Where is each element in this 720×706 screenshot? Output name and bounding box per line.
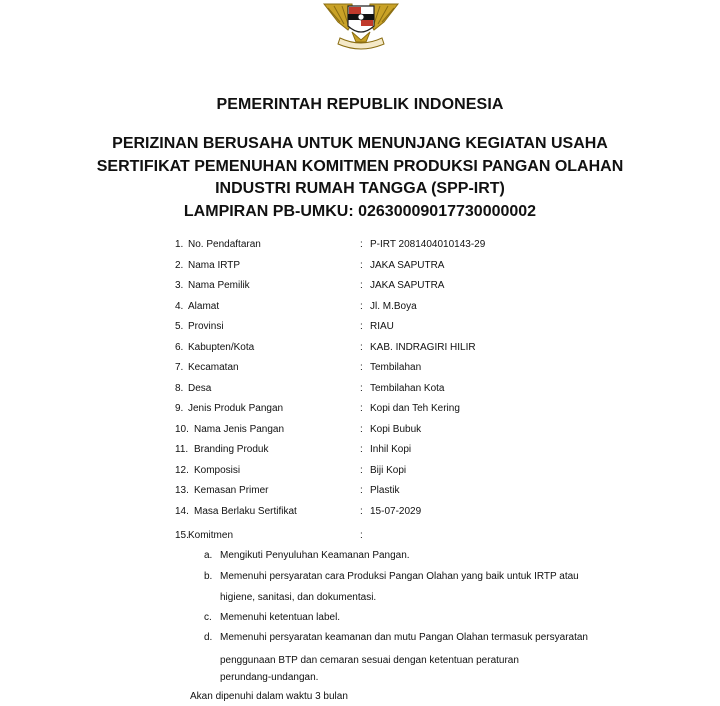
commitment-text: Memenuhi persyaratan keamanan dan mutu Pangan Olahan termasuk persyaratan <box>220 632 588 643</box>
commitment-text: Memenuhi ketentuan label. <box>220 612 341 623</box>
field-number: 8. <box>175 382 184 394</box>
field-row <box>0 529 720 543</box>
title-line-1: PERIZINAN BERUSAHA UNTUK MENUNJANG KEGIATAN USAHA <box>112 135 608 152</box>
field-label: Provinsi <box>188 321 224 332</box>
field-label: Kemasan Primer <box>194 485 269 496</box>
field-number: 10. <box>175 423 189 435</box>
field-row <box>0 464 720 478</box>
field-label: No. Pendaftaran <box>188 239 261 250</box>
field-value: P-IRT 2081404010143-29 <box>370 239 486 250</box>
field-row <box>0 320 720 334</box>
field-row <box>0 382 720 396</box>
field-label: Komposisi <box>194 464 241 476</box>
field-label: Branding Produk <box>194 444 269 455</box>
field-label: Desa <box>188 382 212 394</box>
field-number: 9. <box>175 403 184 414</box>
field-colon: : <box>360 239 363 250</box>
field-row <box>0 423 720 437</box>
commitment-text: Mengikuti Penyuluhan Keamanan Pangan. <box>220 550 410 561</box>
field-number: 15. <box>175 530 189 541</box>
field-colon: : <box>360 362 363 373</box>
field-value: Tembilahan <box>370 362 422 373</box>
field-number: 4. <box>175 300 184 312</box>
commitment-item-d-cont2 <box>204 671 624 685</box>
field-label: Nama Pemilik <box>188 280 250 291</box>
field-row <box>0 341 720 355</box>
field-row <box>0 238 720 252</box>
field-colon: : <box>360 530 363 541</box>
title-line-3: INDUSTRI RUMAH TANGGA (SPP-IRT) <box>215 180 505 197</box>
commitment-item-d <box>204 631 624 645</box>
commitment-letter: b. <box>204 571 213 582</box>
field-number: 13. <box>175 485 189 496</box>
field-colon: : <box>360 280 363 291</box>
field-row <box>0 259 720 273</box>
field-value: Inhil Kopi <box>370 444 412 455</box>
field-label: Kecamatan <box>188 362 239 373</box>
commitment-text: higiene, sanitasi, dan dokumentasi. <box>220 592 377 603</box>
field-row <box>0 300 720 314</box>
field-colon: : <box>360 403 363 414</box>
field-value: Kopi dan Teh Kering <box>370 403 460 414</box>
field-number: 6. <box>175 341 184 353</box>
field-value: Jl. M.Boya <box>370 300 417 312</box>
commitment-item-d-cont1 <box>204 654 624 668</box>
field-number: 5. <box>175 321 184 332</box>
field-value: 15-07-2029 <box>370 505 422 517</box>
field-number: 3. <box>175 280 184 291</box>
document-title-block <box>0 133 720 223</box>
field-number: 14. <box>175 505 189 517</box>
field-number: 2. <box>175 259 184 271</box>
field-colon: : <box>360 259 363 271</box>
title-line-4-lampiran: LAMPIRAN PB-UMKU: 02630009017730000002 <box>183 202 537 220</box>
field-label: Nama Jenis Pangan <box>194 423 285 435</box>
commitment-letter: c. <box>204 612 212 623</box>
field-value: KAB. INDRAGIRI HILIR <box>370 341 476 353</box>
field-colon: : <box>360 485 363 496</box>
field-number: 12. <box>175 464 189 476</box>
field-row <box>0 279 720 293</box>
field-value: RIAU <box>370 321 394 332</box>
title-line-2: SERTIFIKAT PEMENUHAN KOMITMEN PRODUKSI PANGAN OLAHAN <box>96 157 624 175</box>
field-row <box>0 361 720 375</box>
field-value: Biji Kopi <box>370 464 407 476</box>
field-colon: : <box>360 341 363 353</box>
field-colon: : <box>360 321 363 332</box>
field-colon: : <box>360 505 363 517</box>
field-label: Jenis Produk Pangan <box>188 403 284 414</box>
field-row <box>0 443 720 457</box>
field-value: Plastik <box>370 485 400 496</box>
field-label: Alamat <box>188 300 220 312</box>
field-row <box>0 484 720 498</box>
commitment-item-a <box>204 549 624 563</box>
commitment-text: penggunaan BTP dan cemaran sesuai dengan ketentuan peraturan <box>220 655 519 666</box>
field-value: Kopi Bubuk <box>370 423 422 435</box>
commitment-item-b-cont <box>204 591 624 605</box>
field-colon: : <box>360 300 363 312</box>
field-label: Nama IRTP <box>188 259 241 271</box>
commitment-deadline-note: Akan dipenuhi dalam waktu 3 bulan <box>190 691 348 702</box>
commitment-text: perundang-undangan. <box>220 672 319 683</box>
field-colon: : <box>360 464 363 476</box>
field-colon: : <box>360 423 363 435</box>
field-label: Komitmen <box>188 530 234 541</box>
field-number: 7. <box>175 362 184 373</box>
commitment-item-b <box>204 570 624 584</box>
field-value: JAKA SAPUTRA <box>370 259 445 271</box>
field-value: Tembilahan Kota <box>370 382 445 394</box>
commitment-letter: d. <box>204 632 213 643</box>
field-row <box>0 402 720 416</box>
commitment-item-c <box>204 611 624 625</box>
field-colon: : <box>360 444 363 455</box>
field-label: Masa Berlaku Sertifikat <box>194 505 297 517</box>
field-label: Kabupten/Kota <box>188 341 255 353</box>
field-row <box>0 505 720 519</box>
field-colon: : <box>360 382 363 394</box>
field-value: JAKA SAPUTRA <box>370 280 445 291</box>
government-heading: PEMERINTAH REPUBLIK INDONESIA <box>216 96 504 113</box>
garuda-emblem-icon <box>318 0 404 50</box>
field-number: 1. <box>175 239 184 250</box>
field-number: 11. <box>175 444 189 455</box>
commitment-letter: a. <box>204 550 213 561</box>
commitment-text: Memenuhi persyaratan cara Produksi Pangan Olahan yang baik untuk IRTP atau <box>220 571 579 582</box>
